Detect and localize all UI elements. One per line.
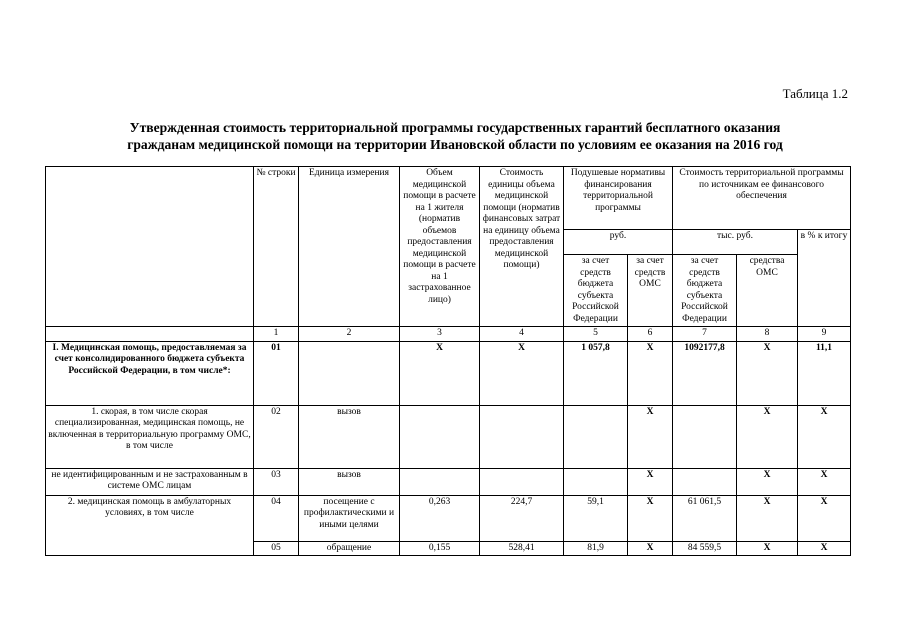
- column-number: 6: [628, 327, 673, 342]
- cell-per-capita-budget: 59,1: [564, 495, 628, 541]
- header-volume: Объем медицинской помощи в расчете на 1 жителя (норматив объемов предоставления медицинской помощи в расчете на 1 застрахованное лицо): [400, 167, 480, 327]
- row-number: 02: [254, 405, 299, 468]
- row-number: 05: [254, 541, 299, 556]
- column-number-empty: [46, 327, 254, 342]
- header-rub: руб.: [564, 230, 673, 255]
- cell-pct-total: X: [798, 468, 851, 495]
- cell-cost-oms: X: [737, 405, 798, 468]
- row-unit: [299, 341, 400, 405]
- header-oms: за счет средств ОМС: [628, 255, 673, 327]
- table-number: Таблица 1.2: [782, 86, 848, 101]
- cell-per-capita-oms: X: [628, 495, 673, 541]
- row-number: 04: [254, 495, 299, 541]
- row-unit: обращение: [299, 541, 400, 556]
- header-cost: Стоимость единицы объема медицинской помощи (норматив финансовых затрат на единицу объема предоставления медицинской помощи): [480, 167, 564, 327]
- cell-cost-oms: X: [737, 468, 798, 495]
- column-number: 1: [254, 327, 299, 342]
- cell-cost-budget: 1092177,8: [673, 341, 737, 405]
- table-row: [46, 405, 851, 468]
- column-number: 3: [400, 327, 480, 342]
- column-number: 4: [480, 327, 564, 342]
- cell-cost: [480, 468, 564, 495]
- header-budget-2: за счет средств бюджета субъекта Российской Федерации: [673, 255, 737, 327]
- cost-table: [45, 166, 851, 556]
- cell-pct-total: X: [798, 541, 851, 556]
- header-thous-rub: тыс. руб.: [673, 230, 798, 255]
- row-label: не идентифицированным и не застрахованным в системе ОМС лицам: [46, 468, 254, 495]
- header-budget: за счет средств бюджета субъекта Российской Федерации: [564, 255, 628, 327]
- title-line-1: Утвержденная стоимость территориальной программы государственных гарантий бесплатного оказания: [129, 120, 781, 135]
- row-unit: вызов: [299, 405, 400, 468]
- cell-pct-total: X: [798, 495, 851, 541]
- cell-cost-budget: 84 559,5: [673, 541, 737, 556]
- cell-cost-budget: [673, 468, 737, 495]
- document-title: [60, 119, 850, 153]
- row-unit: вызов: [299, 468, 400, 495]
- cell-cost: 224,7: [480, 495, 564, 541]
- table-row: [46, 495, 851, 541]
- cell-pct-total: X: [798, 405, 851, 468]
- table-row: [46, 468, 851, 495]
- cell-cost-budget: 61 061,5: [673, 495, 737, 541]
- cell-pct-total: 11,1: [798, 341, 851, 405]
- row-number: 03: [254, 468, 299, 495]
- cell-cost-budget: [673, 405, 737, 468]
- title-line-2: гражданам медицинской помощи на территории Ивановской области по условиям ее оказания на 2016 год: [127, 137, 783, 152]
- cell-cost: [480, 405, 564, 468]
- cell-per-capita-budget: [564, 405, 628, 468]
- cell-per-capita-budget: [564, 468, 628, 495]
- row-number: 01: [254, 341, 299, 405]
- cell-per-capita-oms: X: [628, 341, 673, 405]
- column-number: 2: [299, 327, 400, 342]
- cell-volume: 0,155: [400, 541, 480, 556]
- row-label: 2. медицинская помощь в амбулаторных условиях, в том числе: [46, 495, 254, 556]
- header-program-cost: Стоимость территориальной программы по источникам ее финансового обеспечения: [673, 167, 851, 230]
- cell-cost-oms: X: [737, 341, 798, 405]
- header-per-capita: Подушевые нормативы финансирования территориальной программы: [564, 167, 673, 230]
- column-number: 5: [564, 327, 628, 342]
- row-label: I. Медицинская помощь, предоставляемая за счет консолидированного бюджета субъекта Российской Федерации, в том числе*:: [46, 341, 254, 405]
- header-unit: Единица измерения: [299, 167, 400, 327]
- cell-volume: X: [400, 341, 480, 405]
- table-row: [46, 341, 851, 405]
- header-empty-cell: [46, 167, 254, 327]
- column-number: 9: [798, 327, 851, 342]
- cell-cost-oms: X: [737, 541, 798, 556]
- column-number: 7: [673, 327, 737, 342]
- row-label: 1. скорая, в том числе скорая специализированная, медицинская помощь, не включенная в территориальную программу ОМС, в том числе: [46, 405, 254, 468]
- row-unit: посещение с профилактическими и иными целями: [299, 495, 400, 541]
- cell-per-capita-budget: 1 057,8: [564, 341, 628, 405]
- cell-volume: 0,263: [400, 495, 480, 541]
- column-numbers-row: [46, 327, 851, 342]
- cell-cost: 528,41: [480, 541, 564, 556]
- cell-per-capita-oms: X: [628, 405, 673, 468]
- column-number: 8: [737, 327, 798, 342]
- cell-per-capita-budget: 81,9: [564, 541, 628, 556]
- cell-per-capita-oms: X: [628, 541, 673, 556]
- header-pct-total: в % к итогу: [798, 230, 851, 327]
- cell-volume: [400, 468, 480, 495]
- cell-per-capita-oms: X: [628, 468, 673, 495]
- cell-cost: X: [480, 341, 564, 405]
- cell-cost-oms: X: [737, 495, 798, 541]
- cell-volume: [400, 405, 480, 468]
- header-row-number: № строки: [254, 167, 299, 327]
- header-oms-2: средства ОМС: [737, 255, 798, 327]
